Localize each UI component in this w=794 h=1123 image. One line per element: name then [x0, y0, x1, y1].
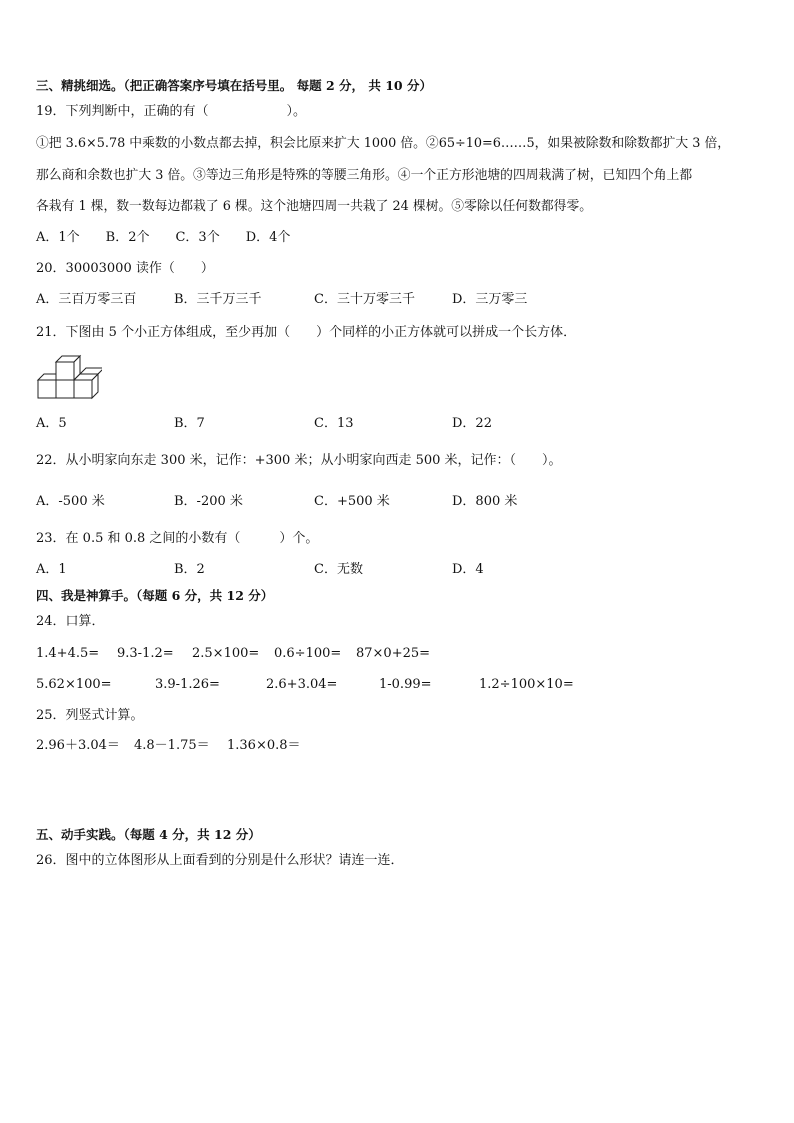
question-24-stem: 24．口算．	[36, 614, 105, 629]
vertical-calc-2: 4.8－1.75＝	[134, 738, 210, 753]
section-5-heading: 五、动手实践。（每题 4 分，共 12 分）	[36, 827, 261, 842]
question-21-option-a: A．5	[36, 416, 67, 431]
oral-calc-1-3: 2.5×100=	[192, 646, 260, 661]
oral-calc-2-1: 5.62×100=	[36, 677, 112, 692]
question-19-options: A．1个 B．2个 C．3个 D．4个	[36, 230, 291, 245]
question-20-option-c: C．三十万零三千	[314, 292, 415, 307]
oral-calc-2-5: 1.2÷100×10=	[479, 677, 574, 692]
question-23-option-d: D．4	[452, 562, 484, 577]
question-20-stem: 20．30003000 读作（ ）	[36, 261, 214, 276]
question-19-body-line-3: 各栽有 1 棵，数一数每边都栽了 6 棵。这个池塘四周一共栽了 24 棵树。⑤零除以任何数都得零。	[36, 199, 593, 214]
section-4-heading: 四、我是神算手。（每题 6 分，共 12 分）	[36, 588, 274, 603]
oral-calc-2-4: 1-0.99=	[379, 677, 432, 692]
question-21-stem: 21．下图由 5 个小正方体组成，至少再加（ ）个同样的小正方体就可以拼成一个长方体．	[36, 325, 577, 340]
question-23-option-a: A．1	[36, 562, 67, 577]
oral-calc-1-4: 0.6÷100=	[274, 646, 342, 661]
question-20-option-b: B．三千万三千	[174, 292, 262, 307]
question-21-option-b: B．7	[174, 416, 205, 431]
section-3-heading: 三、精挑细选。（把正确答案序号填在括号里。 每题 2 分， 共 10 分）	[36, 78, 432, 93]
vertical-calc-3: 1.36×0.8＝	[227, 738, 301, 753]
question-22-option-b: B．-200 米	[174, 494, 243, 509]
oral-calc-1-2: 9.3-1.2=	[117, 646, 174, 661]
question-22-stem: 22．从小明家向东走 300 米，记作：+300 米；从小明家向西走 500 米，记作：（ ）。	[36, 453, 562, 468]
question-23-option-b: B．2	[174, 562, 205, 577]
oral-calc-1-1: 1.4+4.5=	[36, 646, 100, 661]
cube-stack-figure	[36, 354, 102, 402]
vertical-calc-1: 2.96＋3.04＝	[36, 738, 120, 753]
oral-calc-2-3: 2.6+3.04=	[266, 677, 338, 692]
question-19-stem: 19．下列判断中，正确的有（ ）。	[36, 104, 307, 119]
question-23-stem: 23．在 0.5 和 0.8 之间的小数有（ ）个。	[36, 531, 319, 546]
oral-calc-2-2: 3.9-1.26=	[155, 677, 220, 692]
question-19-body-line-1: ①把 3.6×5.78 中乘数的小数点都去掉，积会比原来扩大 1000 倍。②65÷10=6……5，如果被除数和除数都扩大 3 倍，	[36, 136, 731, 151]
question-25-stem: 25．列竖式计算。	[36, 708, 144, 723]
question-19-body-line-2: 那么商和余数也扩大 3 倍。③等边三角形是特殊的等腰三角形。④一个正方形池塘的四周栽满了树，已知四个角上都	[36, 168, 693, 183]
question-22-option-c: C．+500 米	[314, 494, 390, 509]
question-20-option-d: D．三万零三	[452, 292, 528, 307]
question-21-option-c: C．13	[314, 416, 354, 431]
question-26-stem: 26．图中的立体图形从上面看到的分别是什么形状？请连一连．	[36, 853, 404, 868]
question-23-option-c: C．无数	[314, 562, 363, 577]
question-21-option-d: D．22	[452, 416, 492, 431]
question-22-option-a: A．-500 米	[36, 494, 105, 509]
question-22-option-d: D．800 米	[452, 494, 518, 509]
oral-calc-1-5: 87×0+25=	[356, 646, 431, 661]
question-20-option-a: A．三百万零三百	[36, 292, 137, 307]
